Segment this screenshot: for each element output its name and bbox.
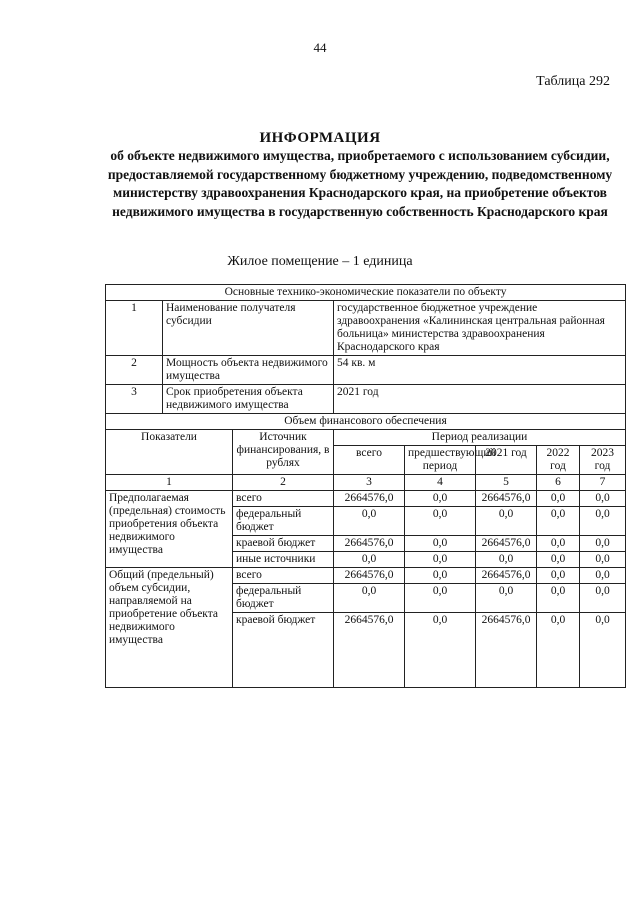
value-cell: 0,0: [405, 536, 476, 552]
table-label: Таблица 292: [536, 74, 610, 89]
source-cell: всего: [233, 491, 334, 507]
row-number: 1: [106, 301, 163, 356]
source-cell: иные источники: [233, 552, 334, 568]
row-label: Мощность объекта недвижимого имущества: [163, 356, 334, 385]
value-cell: 0,0: [580, 507, 626, 536]
info-row: [106, 356, 626, 385]
value-cell: 0,0: [580, 584, 626, 613]
source-cell: краевой бюджет: [233, 536, 334, 552]
value-cell: 0,0: [405, 568, 476, 584]
document-subtitle: об объекте недвижимого имущества, приобретаемого с использованием субсидии, предоставляемой государственному бюджетному учреждению, подведомственному министерству здравоохранения Краснодарского края, на приобретение объектов недвижимого имущества в государственную собственность Краснодарского края: [107, 148, 613, 219]
value-cell: 2664576,0: [476, 536, 537, 552]
column-header-row: [106, 430, 626, 446]
value-cell: 0,0: [476, 507, 537, 536]
source-cell: федеральный бюджет: [233, 507, 334, 536]
value-cell: 2664576,0: [476, 568, 537, 584]
col-source: Источник финансирования, в рублях: [233, 430, 334, 475]
value-cell: 0,0: [476, 584, 537, 613]
value-cell: 0,0: [405, 552, 476, 568]
row-value: 2021 год: [334, 385, 626, 414]
row-label: Наименование получателя субсидии: [163, 301, 334, 356]
value-cell: 0,0: [537, 613, 580, 688]
table-row: [106, 491, 626, 507]
value-cell: 0,0: [580, 536, 626, 552]
col-total: всего: [334, 446, 405, 475]
source-cell: краевой бюджет: [233, 613, 334, 688]
value-cell: 0,0: [476, 552, 537, 568]
group1-label: Предполагаемая (предельная) стоимость приобретения объекта недвижимого имущества: [106, 491, 233, 568]
table-row: [106, 568, 626, 584]
value-cell: 2664576,0: [334, 536, 405, 552]
source-cell: всего: [233, 568, 334, 584]
page-number: 44: [313, 40, 327, 55]
value-cell: 0,0: [334, 584, 405, 613]
value-cell: 2664576,0: [334, 613, 405, 688]
col-indicators: Показатели: [106, 430, 233, 475]
value-cell: 0,0: [334, 507, 405, 536]
section1-header: Основные технико-экономические показатели по объекту: [106, 285, 626, 301]
value-cell: 0,0: [537, 568, 580, 584]
info-row: [106, 385, 626, 414]
value-cell: 0,0: [537, 552, 580, 568]
value-cell: 0,0: [405, 613, 476, 688]
section2-header-row: [106, 414, 626, 430]
value-cell: 2664576,0: [334, 491, 405, 507]
group2-label: Общий (предельный) объем субсидии, направляемой на приобретение объекта недвижимого имущества: [106, 568, 233, 688]
col-number: 1: [106, 475, 233, 491]
column-number-row: [106, 475, 626, 491]
value-cell: 0,0: [580, 491, 626, 507]
value-cell: 0,0: [405, 491, 476, 507]
source-cell: федеральный бюджет: [233, 584, 334, 613]
value-cell: 0,0: [405, 507, 476, 536]
col-2021: 2021 год: [476, 446, 537, 475]
col-2022: 2022 год: [537, 446, 580, 475]
row-number: 3: [106, 385, 163, 414]
row-label: Срок приобретения объекта недвижимого имущества: [163, 385, 334, 414]
section2-header: Объем финансового обеспечения: [106, 414, 626, 430]
col-number: 7: [580, 475, 626, 491]
row-value: государственное бюджетное учреждение здравоохранения «Калининская центральная районная больница» министерства здравоохранения Краснодарского края: [334, 301, 626, 356]
value-cell: 0,0: [537, 507, 580, 536]
section1-header-row: [106, 285, 626, 301]
col-period: Период реализации: [334, 430, 626, 446]
info-row: [106, 301, 626, 356]
value-cell: 0,0: [537, 536, 580, 552]
value-cell: 2664576,0: [334, 568, 405, 584]
document-title: ИНФОРМАЦИЯ: [259, 130, 381, 146]
value-cell: 0,0: [537, 584, 580, 613]
col-2023: 2023 год: [580, 446, 626, 475]
col-number: 4: [405, 475, 476, 491]
value-cell: 2664576,0: [476, 613, 537, 688]
value-cell: 0,0: [580, 613, 626, 688]
value-cell: 0,0: [580, 552, 626, 568]
row-number: 2: [106, 356, 163, 385]
col-prev: предшествующий период: [405, 446, 476, 475]
value-cell: 0,0: [405, 584, 476, 613]
value-cell: 0,0: [580, 568, 626, 584]
value-cell: 0,0: [537, 491, 580, 507]
col-number: 2: [233, 475, 334, 491]
value-cell: 2664576,0: [476, 491, 537, 507]
unit-line: Жилое помещение – 1 единица: [227, 254, 413, 269]
value-cell: 0,0: [334, 552, 405, 568]
col-number: 3: [334, 475, 405, 491]
info-table: [105, 284, 626, 688]
col-number: 6: [537, 475, 580, 491]
col-number: 5: [476, 475, 537, 491]
row-value: 54 кв. м: [334, 356, 626, 385]
